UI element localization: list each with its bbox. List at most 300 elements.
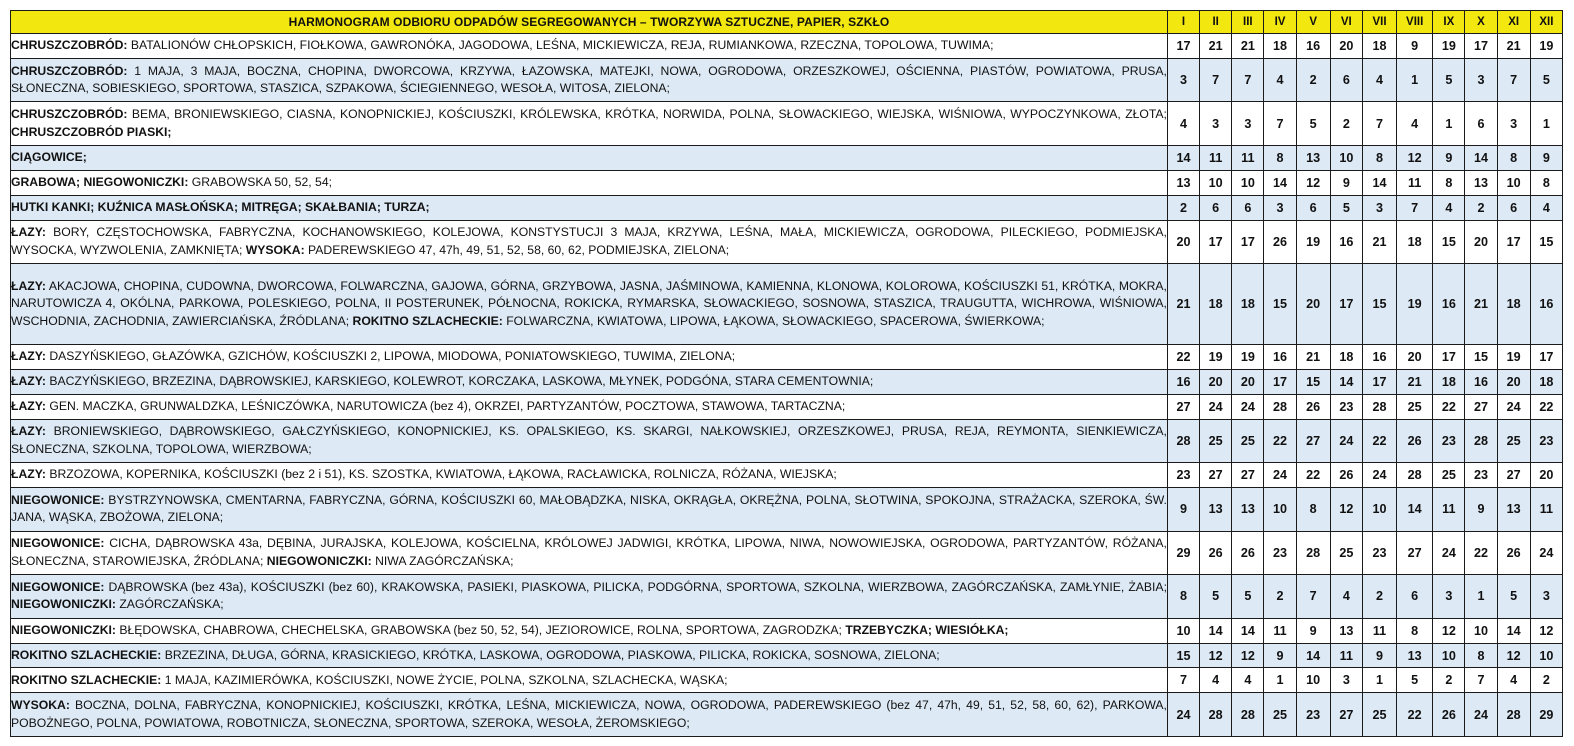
pickup-day-cell: 6 — [1330, 58, 1362, 102]
month-header: XII — [1530, 11, 1562, 34]
pickup-day-cell: 14 — [1397, 488, 1433, 532]
pickup-day-cell: 18 — [1362, 34, 1396, 59]
pickup-day-cell: 18 — [1497, 264, 1530, 345]
schedule-body — [11, 34, 1563, 737]
pickup-day-cell: 20 — [1232, 369, 1264, 394]
pickup-day-cell: 4 — [1264, 58, 1296, 102]
pickup-day-cell: 23 — [1433, 419, 1465, 463]
month-header: VII — [1362, 11, 1396, 34]
table-row — [11, 668, 1563, 693]
header-row — [11, 11, 1563, 34]
pickup-day-cell: 28 — [1465, 419, 1497, 463]
pickup-day-cell: 14 — [1232, 618, 1264, 643]
pickup-day-cell: 1 — [1264, 668, 1296, 693]
pickup-day-cell: 11 — [1330, 643, 1362, 668]
pickup-day-cell: 16 — [1433, 264, 1465, 345]
pickup-day-cell: 4 — [1330, 575, 1362, 619]
locality-name: ŁAZY: — [11, 278, 46, 293]
pickup-day-cell: 25 — [1397, 394, 1433, 419]
pickup-day-cell: 23 — [1167, 463, 1199, 488]
pickup-day-cell: 21 — [1497, 34, 1530, 59]
pickup-day-cell: 22 — [1530, 394, 1562, 419]
pickup-day-cell: 4 — [1200, 668, 1232, 693]
pickup-day-cell: 21 — [1465, 264, 1497, 345]
pickup-day-cell: 8 — [1433, 170, 1465, 195]
location-cell — [11, 693, 1168, 737]
pickup-day-cell: 18 — [1330, 345, 1362, 370]
pickup-day-cell: 21 — [1397, 369, 1433, 394]
pickup-day-cell: 13 — [1330, 618, 1362, 643]
pickup-day-cell: 19 — [1397, 264, 1433, 345]
locality-name: NIEGOWONICZKI: — [11, 597, 116, 612]
pickup-day-cell: 8 — [1465, 643, 1497, 668]
pickup-day-cell: 15 — [1465, 345, 1497, 370]
pickup-day-cell: 7 — [1362, 102, 1396, 146]
location-cell — [11, 34, 1168, 59]
pickup-day-cell: 9 — [1530, 145, 1562, 170]
pickup-day-cell: 26 — [1330, 463, 1362, 488]
pickup-day-cell: 28 — [1296, 531, 1330, 575]
table-row — [11, 34, 1563, 59]
pickup-day-cell: 23 — [1296, 693, 1330, 737]
pickup-day-cell: 14 — [1362, 170, 1396, 195]
pickup-day-cell: 5 — [1530, 58, 1562, 102]
street-list: 1 MAJA, KAZIMIERÓWKA, KOŚCIUSZKI, NOWE ŻYCIE, POLNA, SZKOLNA, SZLACHECKA, WĄSKA; — [161, 672, 728, 687]
pickup-day-cell: 6 — [1296, 195, 1330, 220]
pickup-day-cell: 22 — [1296, 463, 1330, 488]
pickup-day-cell: 11 — [1530, 488, 1562, 532]
pickup-day-cell: 11 — [1362, 618, 1396, 643]
pickup-day-cell: 17 — [1264, 369, 1296, 394]
pickup-day-cell: 7 — [1264, 102, 1296, 146]
pickup-day-cell: 10 — [1167, 618, 1199, 643]
locality-name: ŁAZY: — [11, 398, 46, 413]
street-list: BORY, CZĘSTOCHOWSKA, FABRYCZNA, KOCHANOWSKIEGO, KOLEJOWA, KONSTYSTUCJI 3 MAJA, KRZYWA, LEŚNA, MAŁA, MICKIEWICZA, OGRODOWA, PILECKIEGO, PODMIEJSKA, WYSOCKA, WYZWOLENIA, ZAMKNIĘTA; — [11, 225, 1167, 257]
pickup-day-cell: 27 — [1200, 463, 1232, 488]
pickup-day-cell: 3 — [1433, 575, 1465, 619]
pickup-day-cell: 12 — [1232, 643, 1264, 668]
pickup-day-cell: 7 — [1296, 575, 1330, 619]
pickup-day-cell: 12 — [1530, 618, 1562, 643]
table-row — [11, 488, 1563, 532]
locality-name: ROKITNO SZLACHECKIE: — [11, 672, 162, 687]
pickup-day-cell: 24 — [1200, 394, 1232, 419]
pickup-day-cell: 25 — [1362, 693, 1396, 737]
locality-name: ŁAZY: — [11, 424, 46, 439]
pickup-day-cell: 3 — [1167, 58, 1199, 102]
pickup-day-cell: 20 — [1530, 463, 1562, 488]
pickup-day-cell: 18 — [1264, 34, 1296, 59]
pickup-day-cell: 12 — [1330, 488, 1362, 532]
pickup-day-cell: 17 — [1167, 34, 1199, 59]
pickup-day-cell: 25 — [1330, 531, 1362, 575]
pickup-day-cell: 7 — [1397, 195, 1433, 220]
pickup-day-cell: 12 — [1433, 618, 1465, 643]
pickup-day-cell: 10 — [1264, 488, 1296, 532]
month-header: VIII — [1397, 11, 1433, 34]
pickup-day-cell: 15 — [1362, 264, 1396, 345]
pickup-day-cell: 2 — [1264, 575, 1296, 619]
pickup-day-cell: 17 — [1497, 220, 1530, 264]
pickup-day-cell: 2 — [1330, 102, 1362, 146]
pickup-day-cell: 17 — [1362, 369, 1396, 394]
location-cell — [11, 58, 1168, 102]
pickup-day-cell: 13 — [1232, 488, 1264, 532]
pickup-day-cell: 23 — [1465, 463, 1497, 488]
table-row — [11, 693, 1563, 737]
month-header: IX — [1433, 11, 1465, 34]
pickup-day-cell: 26 — [1200, 531, 1232, 575]
pickup-day-cell: 18 — [1433, 369, 1465, 394]
locality-name: ROKITNO SZLACHECKIE: — [352, 313, 503, 328]
pickup-day-cell: 6 — [1465, 102, 1497, 146]
pickup-day-cell: 2 — [1296, 58, 1330, 102]
table-row — [11, 643, 1563, 668]
pickup-day-cell: 4 — [1397, 102, 1433, 146]
pickup-day-cell: 4 — [1530, 195, 1562, 220]
pickup-day-cell: 27 — [1232, 463, 1264, 488]
pickup-day-cell: 23 — [1330, 394, 1362, 419]
pickup-day-cell: 9 — [1330, 170, 1362, 195]
pickup-day-cell: 24 — [1497, 394, 1530, 419]
pickup-day-cell: 12 — [1296, 170, 1330, 195]
location-cell — [11, 264, 1168, 345]
pickup-day-cell: 3 — [1232, 102, 1264, 146]
locality-name: ŁAZY: — [11, 374, 46, 389]
pickup-day-cell: 10 — [1530, 643, 1562, 668]
pickup-day-cell: 19 — [1497, 345, 1530, 370]
pickup-day-cell: 18 — [1530, 369, 1562, 394]
street-list: NIWA ZAGÓRCZAŃSKA; — [371, 553, 514, 568]
pickup-day-cell: 25 — [1232, 419, 1264, 463]
location-cell — [11, 170, 1168, 195]
pickup-day-cell: 29 — [1167, 531, 1199, 575]
pickup-day-cell: 15 — [1433, 220, 1465, 264]
pickup-day-cell: 18 — [1232, 264, 1264, 345]
table-row — [11, 345, 1563, 370]
pickup-day-cell: 1 — [1397, 58, 1433, 102]
locality-name: ROKITNO SZLACHECKIE: — [11, 647, 162, 662]
pickup-day-cell: 13 — [1200, 488, 1232, 532]
table-row — [11, 220, 1563, 264]
table-row — [11, 102, 1563, 146]
street-list: ZAGÓRCZAŃSKA; — [115, 597, 224, 612]
table-row — [11, 145, 1563, 170]
pickup-day-cell: 6 — [1200, 195, 1232, 220]
month-header: I — [1167, 11, 1199, 34]
locality-name: ŁAZY: — [11, 225, 46, 240]
table-row — [11, 264, 1563, 345]
locality-name: NIEGOWONICZKI: — [266, 553, 372, 568]
pickup-day-cell: 24 — [1433, 531, 1465, 575]
location-cell — [11, 618, 1168, 643]
month-header: III — [1232, 11, 1264, 34]
pickup-day-cell: 25 — [1200, 419, 1232, 463]
pickup-day-cell: 8 — [1530, 170, 1562, 195]
pickup-day-cell: 19 — [1200, 345, 1232, 370]
locality-name: ŁAZY: — [11, 349, 46, 364]
pickup-day-cell: 1 — [1362, 668, 1396, 693]
locality-name: CHRUSZCZOBRÓD: — [11, 63, 128, 78]
location-cell — [11, 195, 1168, 220]
pickup-day-cell: 3 — [1497, 102, 1530, 146]
pickup-day-cell: 9 — [1264, 643, 1296, 668]
pickup-day-cell: 23 — [1264, 531, 1296, 575]
pickup-day-cell: 17 — [1530, 345, 1562, 370]
pickup-day-cell: 7 — [1232, 58, 1264, 102]
location-cell — [11, 419, 1168, 463]
locality-name: NIEGOWONICE: — [11, 536, 105, 551]
pickup-day-cell: 11 — [1264, 618, 1296, 643]
pickup-day-cell: 5 — [1433, 58, 1465, 102]
pickup-day-cell: 10 — [1465, 618, 1497, 643]
pickup-day-cell: 20 — [1296, 264, 1330, 345]
pickup-day-cell: 2 — [1530, 668, 1562, 693]
street-list: BOCZNA, DOLNA, FABRYCZNA, KONOPNICKIEJ, KOŚCIUSZKI, KRÓTKA, LEŚNA, MICKIEWICZA, NOWA, OGRODOWA, PADEREWSKIEGO (bez 47, 47h, 49, 51, 52, 58, 60, 62), PARKOWA, POBOŻNEGO, POLNA, POWIATOWA, ROBOTNICZA, SŁONECZNA, SPORTOWA, SZEROKA, WESOŁA, ŻEROMSKIEGO; — [11, 698, 1167, 730]
pickup-day-cell: 20 — [1497, 369, 1530, 394]
pickup-day-cell: 4 — [1167, 102, 1199, 146]
pickup-day-cell: 26 — [1397, 419, 1433, 463]
locality-name: CIĄGOWICE; — [11, 150, 87, 165]
pickup-day-cell: 9 — [1433, 145, 1465, 170]
pickup-day-cell: 27 — [1296, 419, 1330, 463]
pickup-day-cell: 10 — [1200, 170, 1232, 195]
pickup-day-cell: 9 — [1397, 34, 1433, 59]
pickup-day-cell: 15 — [1167, 643, 1199, 668]
street-list: GRABOWSKA 50, 52, 54; — [188, 175, 332, 190]
pickup-day-cell: 25 — [1264, 693, 1296, 737]
pickup-day-cell: 15 — [1264, 264, 1296, 345]
pickup-day-cell: 2 — [1362, 575, 1396, 619]
table-row — [11, 463, 1563, 488]
pickup-day-cell: 26 — [1232, 531, 1264, 575]
pickup-day-cell: 8 — [1296, 488, 1330, 532]
pickup-day-cell: 24 — [1330, 419, 1362, 463]
pickup-day-cell: 12 — [1200, 643, 1232, 668]
locality-name: WYSOKA: — [245, 242, 305, 257]
location-cell — [11, 643, 1168, 668]
pickup-day-cell: 6 — [1497, 195, 1530, 220]
table-row — [11, 531, 1563, 575]
pickup-day-cell: 24 — [1232, 394, 1264, 419]
pickup-day-cell: 1 — [1465, 575, 1497, 619]
pickup-day-cell: 28 — [1497, 693, 1530, 737]
pickup-day-cell: 21 — [1200, 34, 1232, 59]
table-row — [11, 419, 1563, 463]
table-row — [11, 394, 1563, 419]
pickup-day-cell: 8 — [1264, 145, 1296, 170]
pickup-day-cell: 16 — [1167, 369, 1199, 394]
pickup-day-cell: 21 — [1362, 220, 1396, 264]
pickup-day-cell: 13 — [1397, 643, 1433, 668]
month-header: X — [1465, 11, 1497, 34]
pickup-day-cell: 27 — [1497, 463, 1530, 488]
pickup-day-cell: 27 — [1330, 693, 1362, 737]
pickup-day-cell: 20 — [1465, 220, 1497, 264]
table-row — [11, 369, 1563, 394]
table-row — [11, 195, 1563, 220]
pickup-day-cell: 24 — [1167, 693, 1199, 737]
schedule-title: HARMONOGRAM ODBIORU ODPADÓW SEGREGOWANYCH – TWORZYWA SZTUCZNE, PAPIER, SZKŁO — [11, 11, 1168, 34]
pickup-day-cell: 20 — [1397, 345, 1433, 370]
pickup-day-cell: 27 — [1167, 394, 1199, 419]
pickup-day-cell: 17 — [1433, 345, 1465, 370]
pickup-day-cell: 22 — [1264, 419, 1296, 463]
pickup-day-cell: 23 — [1530, 419, 1562, 463]
pickup-day-cell: 15 — [1296, 369, 1330, 394]
pickup-day-cell: 27 — [1465, 394, 1497, 419]
pickup-day-cell: 4 — [1362, 58, 1396, 102]
pickup-day-cell: 14 — [1497, 618, 1530, 643]
pickup-day-cell: 8 — [1167, 575, 1199, 619]
street-list: AKACJOWA, CHOPINA, CUDOWNA, DWORCOWA, FOLWARCZNA, GAJOWA, GÓRNA, GRZYBOWA, JASNA, JAŚMINOWA, KAMIENNA, KLONOWA, KOLOROWA, KOŚCIUSZKI 51, KRÓTKA, MOKRA, NARUTOWICZA 4, OKÓLNA, PARKOWA, POLESKIEGO, POLNA, II POSTERUNEK, PÓŁNOCNA, ROKICKA, RYMARSKA, SŁOWACKIEGO, SOSNOWA, STASZICA, TRAUGUTTA, WICHROWA, WIŚNIOWA, WSCHODNIA, ZACHODNIA, ZAWIERCIAŃSKA, ŹRÓDLANA; — [11, 278, 1167, 328]
pickup-day-cell: 28 — [1232, 693, 1264, 737]
pickup-day-cell: 14 — [1465, 145, 1497, 170]
locality-name: TRZEBYCZKA; WIESIÓŁKA; — [845, 622, 1009, 637]
pickup-day-cell: 24 — [1264, 463, 1296, 488]
street-list: FOLWARCZNA, KWIATOWA, LIPOWA, ŁĄKOWA, SŁOWACKIEGO, SPACEROWA, ŚWIERKOWA; — [502, 313, 1045, 328]
pickup-day-cell: 18 — [1200, 264, 1232, 345]
pickup-day-cell: 17 — [1200, 220, 1232, 264]
pickup-day-cell: 3 — [1200, 102, 1232, 146]
pickup-day-cell: 14 — [1167, 145, 1199, 170]
pickup-day-cell: 23 — [1362, 531, 1396, 575]
street-list: BEMA, BRONIEWSKIEGO, CIASNA, KONOPNICKIEJ, KOŚCIUSZKI, KRÓLEWSKA, KRÓTKA, NORWIDA, POLNA, SŁOWACKIEGO, WIEJSKA, WIŚNIOWA, WYPOCZYNKOWA, ZŁOTA; — [127, 107, 1167, 122]
pickup-day-cell: 11 — [1200, 145, 1232, 170]
pickup-day-cell: 19 — [1296, 220, 1330, 264]
pickup-day-cell: 17 — [1465, 34, 1497, 59]
pickup-day-cell: 19 — [1232, 345, 1264, 370]
street-list: BRZEZINA, DŁUGA, GÓRNA, KRASICKIEGO, KRÓTKA, LASKOWA, OGRODOWA, PIASKOWA, PILICKA, ROKICKA, SOSNOWA, ZIELONA; — [161, 647, 940, 662]
street-list: BŁĘDOWSKA, CHABROWA, CHECHELSKA, GRABOWSKA (bez 50, 52, 54), JEZIOROWICE, ROLNA, SPORTOWA, ZAGRODZKA; — [115, 622, 846, 637]
pickup-day-cell: 7 — [1167, 668, 1199, 693]
location-cell — [11, 531, 1168, 575]
pickup-day-cell: 15 — [1530, 220, 1562, 264]
pickup-day-cell: 22 — [1465, 531, 1497, 575]
pickup-day-cell: 28 — [1200, 693, 1232, 737]
locality-name: ŁAZY: — [11, 467, 46, 482]
pickup-day-cell: 12 — [1497, 643, 1530, 668]
pickup-day-cell: 22 — [1167, 345, 1199, 370]
locality-name: WYSOKA: — [11, 698, 70, 713]
street-list: BRZOZOWA, KOPERNIKA, KOŚCIUSZKI (bez 2 i 51), KS. SZOSTKA, KWIATOWA, ŁĄKOWA, RACŁAWICKA, ROLNICZA, RÓŻANA, WIEJSKA; — [45, 467, 837, 482]
pickup-day-cell: 1 — [1530, 102, 1562, 146]
location-cell — [11, 394, 1168, 419]
location-cell — [11, 575, 1168, 619]
pickup-day-cell: 5 — [1497, 575, 1530, 619]
location-cell — [11, 345, 1168, 370]
pickup-day-cell: 10 — [1497, 170, 1530, 195]
pickup-day-cell: 13 — [1465, 170, 1497, 195]
pickup-day-cell: 26 — [1296, 394, 1330, 419]
pickup-day-cell: 5 — [1330, 195, 1362, 220]
pickup-day-cell: 26 — [1433, 693, 1465, 737]
pickup-day-cell: 9 — [1167, 488, 1199, 532]
pickup-day-cell: 1 — [1433, 102, 1465, 146]
pickup-day-cell: 4 — [1232, 668, 1264, 693]
pickup-day-cell: 3 — [1530, 575, 1562, 619]
pickup-day-cell: 3 — [1264, 195, 1296, 220]
pickup-day-cell: 18 — [1397, 220, 1433, 264]
street-list: BRONIEWSKIEGO, DĄBROWSKIEGO, GAŁCZYŃSKIEGO, KONOPNICKIEJ, KS. OPALSKIEGO, KS. SKARGI, NAŁKOWSKIEJ, ORZESZKOWEJ, PRUSA, REJA, REYMONTA, SIENKIEWICZA, SŁONECZNA, SZKOLNA, TOPOLOWA, WIERZBOWA; — [11, 424, 1167, 456]
pickup-day-cell: 25 — [1497, 419, 1530, 463]
pickup-day-cell: 10 — [1330, 145, 1362, 170]
location-cell — [11, 369, 1168, 394]
pickup-day-cell: 9 — [1465, 488, 1497, 532]
pickup-day-cell: 12 — [1397, 145, 1433, 170]
pickup-day-cell: 8 — [1397, 618, 1433, 643]
pickup-day-cell: 26 — [1497, 531, 1530, 575]
pickup-day-cell: 16 — [1530, 264, 1562, 345]
pickup-day-cell: 25 — [1433, 463, 1465, 488]
pickup-day-cell: 14 — [1296, 643, 1330, 668]
pickup-day-cell: 10 — [1362, 488, 1396, 532]
street-list: PADEREWSKIEGO 47, 47h, 49, 51, 52, 58, 60, 62, PODMIEJSKA, ZIELONA; — [304, 242, 730, 257]
pickup-day-cell: 11 — [1433, 488, 1465, 532]
pickup-day-cell: 10 — [1232, 170, 1264, 195]
street-list: BACZYŃSKIEGO, BRZEZINA, DĄBROWSKIEJ, KARSKIEGO, KOLEWROT, KORCZAKA, LASKOWA, MŁYNEK, PODGÓNA, STARA CEMENTOWNIA; — [45, 374, 874, 389]
pickup-day-cell: 16 — [1264, 345, 1296, 370]
pickup-day-cell: 26 — [1264, 220, 1296, 264]
pickup-day-cell: 21 — [1232, 34, 1264, 59]
pickup-day-cell: 13 — [1167, 170, 1199, 195]
pickup-day-cell: 5 — [1397, 668, 1433, 693]
pickup-day-cell: 8 — [1497, 145, 1530, 170]
table-row — [11, 170, 1563, 195]
pickup-day-cell: 24 — [1465, 693, 1497, 737]
pickup-day-cell: 11 — [1397, 170, 1433, 195]
pickup-day-cell: 5 — [1232, 575, 1264, 619]
pickup-day-cell: 7 — [1465, 668, 1497, 693]
month-header: IV — [1264, 11, 1296, 34]
pickup-day-cell: 28 — [1264, 394, 1296, 419]
locality-name: NIEGOWONICE: — [11, 492, 105, 507]
pickup-day-cell: 10 — [1433, 643, 1465, 668]
pickup-day-cell: 2 — [1433, 668, 1465, 693]
pickup-day-cell: 16 — [1362, 345, 1396, 370]
locality-name: HUTKI KANKI; KUŹNICA MASŁOŃSKA; MITRĘGA; SKAŁBANIA; TURZA; — [11, 199, 430, 214]
street-list: CICHA, DĄBROWSKA 43a, DĘBINA, JURAJSKA, KOLEJOWA, KOŚCIELNA, KRÓLOWEJ JADWIGI, KRÓTKA, LIPOWA, NIWA, NOWOWIEJSKA, OGRODOWA, PARTYZANTÓW, RÓŻANA, SŁONECZNA, STAROWIEJSKA, ŹRÓDLANA; — [11, 536, 1167, 568]
month-header: V — [1296, 11, 1330, 34]
pickup-day-cell: 10 — [1296, 668, 1330, 693]
locality-name: CHRUSZCZOBRÓD PIASKI; — [11, 124, 172, 139]
pickup-day-cell: 27 — [1397, 531, 1433, 575]
location-cell — [11, 145, 1168, 170]
street-list: DASZYŃSKIEGO, GŁAZÓWKA, GZICHÓW, KOŚCIUSZKI 2, LIPOWA, MIODOWA, PONIATOWSKIEGO, TUWIMA, ZIELONA; — [45, 349, 736, 364]
pickup-day-cell: 28 — [1397, 463, 1433, 488]
pickup-day-cell: 9 — [1296, 618, 1330, 643]
street-list: GEN. MACZKA, GRUNWALDZKA, LEŚNICZÓWKA, NARUTOWICZA (bez 4), OKRZEI, PARTYZANTÓW, POCZTOWA, STAWOWA, TARTACZNA; — [45, 398, 846, 413]
locality-name: CHRUSZCZOBRÓD: — [11, 107, 128, 122]
pickup-day-cell: 4 — [1433, 195, 1465, 220]
pickup-day-cell: 14 — [1264, 170, 1296, 195]
pickup-day-cell: 13 — [1296, 145, 1330, 170]
pickup-day-cell: 9 — [1362, 643, 1396, 668]
pickup-day-cell: 16 — [1330, 220, 1362, 264]
pickup-day-cell: 28 — [1362, 394, 1396, 419]
pickup-day-cell: 7 — [1497, 58, 1530, 102]
pickup-day-cell: 8 — [1362, 145, 1396, 170]
month-header: II — [1200, 11, 1232, 34]
pickup-day-cell: 3 — [1330, 668, 1362, 693]
pickup-day-cell: 19 — [1530, 34, 1562, 59]
pickup-day-cell: 3 — [1362, 195, 1396, 220]
pickup-day-cell: 17 — [1330, 264, 1362, 345]
location-cell — [11, 220, 1168, 264]
pickup-day-cell: 24 — [1530, 531, 1562, 575]
pickup-day-cell: 13 — [1497, 488, 1530, 532]
pickup-day-cell: 16 — [1465, 369, 1497, 394]
